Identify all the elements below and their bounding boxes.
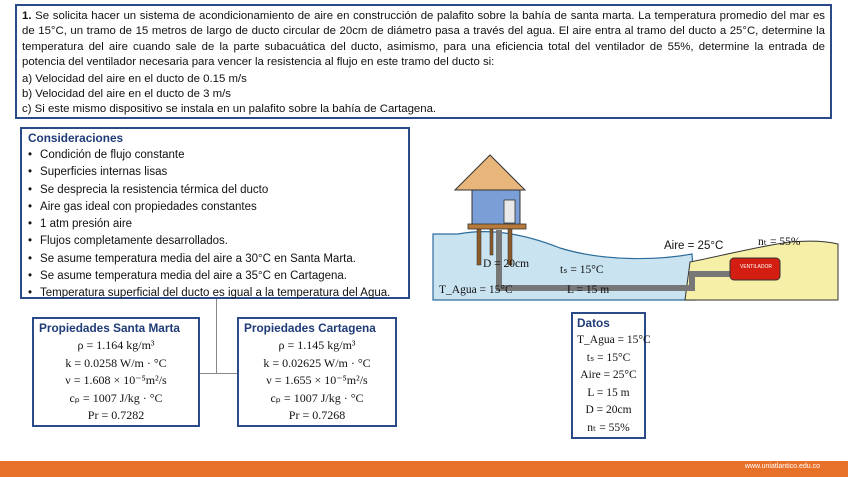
property-row: k = 0.0258 W/m · °C (65, 355, 167, 370)
datos-row: D = 20cm (585, 404, 632, 416)
list-item: • Se asume temperatura media del aire a 35°C en Cartagena. (28, 268, 402, 285)
problem-text: Se solicita hacer un sistema de acondicionamiento de aire en construcción de palafito sobre la bahía de santa marta. La temperatura promedio del mar es de 15°C, un tramo de 15 metros de largo de ducto circular de 20cm de diámetro pasa a través del agua. El aire entra al tramo del ducto a 25°C, determine la temperatura del aire cuando sale de la parte subacuática del ducto, asimismo, para una eficiencia total del ventilador de 55%, determine la entrada de potencia del ventilador necesaria para vencer la resistencia al flujo en este tramo del ducto si: (22, 10, 825, 69)
property-row: ρ = 1.145 kg/m³ (278, 338, 356, 352)
property-row: Pr = 0.7268 (288, 408, 346, 422)
considerations-list (28, 147, 402, 303)
footer-url: www.uniatlantico.edu.co (744, 463, 820, 470)
stilt (490, 225, 493, 255)
datos-row: Aire = 25°C (580, 369, 637, 381)
list-item: • Superficies internas lisas (28, 164, 402, 181)
list-item: • Temperatura superficial del ducto es igual a la temperatura del Agua. (28, 285, 402, 302)
tagua-label: T_Agua = 15°C (439, 284, 513, 296)
property-row: ρ = 1.164 kg/m³ (77, 338, 155, 352)
house-door (504, 200, 515, 223)
datos-row: L = 15 m (587, 386, 630, 399)
property-row: k = 0.02625 W/m · °C (263, 355, 371, 370)
list-item: • Se desprecia la resistencia térmica del ducto (28, 182, 402, 199)
property-row: cₚ = 1007 J/kg · °C (69, 390, 163, 405)
datos-box (571, 312, 651, 439)
problem-statement (22, 9, 825, 71)
property-row: Pr = 0.7282 (87, 408, 145, 422)
diameter-label: D = 20cm (483, 258, 530, 270)
datos-title: Datos (577, 316, 610, 330)
connector-horizontal (200, 373, 237, 374)
option-c: c) Si este mismo dispositivo se instala en un palafito sobre la bahía de Cartagena. (22, 103, 437, 116)
problem-statement-box (15, 4, 832, 119)
length-label: L = 15 m (567, 284, 610, 296)
list-item: • Se asume temperatura media del aire a 30°C en Santa Marta. (28, 251, 402, 268)
datos-row: nₜ = 55% (587, 421, 630, 434)
problem-number: 1. (22, 10, 32, 22)
house-floor (468, 224, 526, 229)
property-row: ν = 1.655 × 10⁻⁵m²/s (266, 373, 368, 387)
property-row: ν = 1.608 × 10⁻⁵m²/s (65, 373, 167, 387)
list-item: • 1 atm presión aire (28, 216, 402, 233)
cartagena-title: Propiedades Cartagena (244, 321, 376, 335)
ts-label: tₛ = 15°C (560, 264, 604, 276)
aire-label: Aire = 25°C (664, 240, 724, 252)
efficiency-label: nₜ = 55% (758, 236, 801, 248)
fan-label: VENTILADOR (740, 264, 772, 270)
connector-vertical (216, 299, 217, 373)
stilt (477, 225, 481, 265)
cartagena-properties-box (237, 317, 397, 427)
considerations-box (20, 127, 410, 299)
option-b: b) Velocidad del aire en el ducto de 3 m/s (22, 88, 231, 101)
list-item: • Aire gas ideal con propiedades constantes (28, 199, 402, 216)
house-roof (455, 155, 525, 190)
list-item: • Flujos completamente desarrollados. (28, 233, 402, 250)
datos-row: T_Agua = 15°C (577, 334, 651, 346)
list-item: • Condición de flujo constante (28, 147, 402, 164)
option-a: a) Velocidad del aire en el ducto de 0.15 m/s (22, 72, 247, 85)
santa-marta-properties-box (32, 317, 200, 427)
considerations-title: Consideraciones (28, 131, 124, 145)
property-row: cₚ = 1007 J/kg · °C (270, 390, 364, 405)
footer-bar (0, 461, 848, 477)
santa-marta-title: Propiedades Santa Marta (39, 321, 180, 335)
datos-row: tₛ = 15°C (586, 351, 631, 364)
